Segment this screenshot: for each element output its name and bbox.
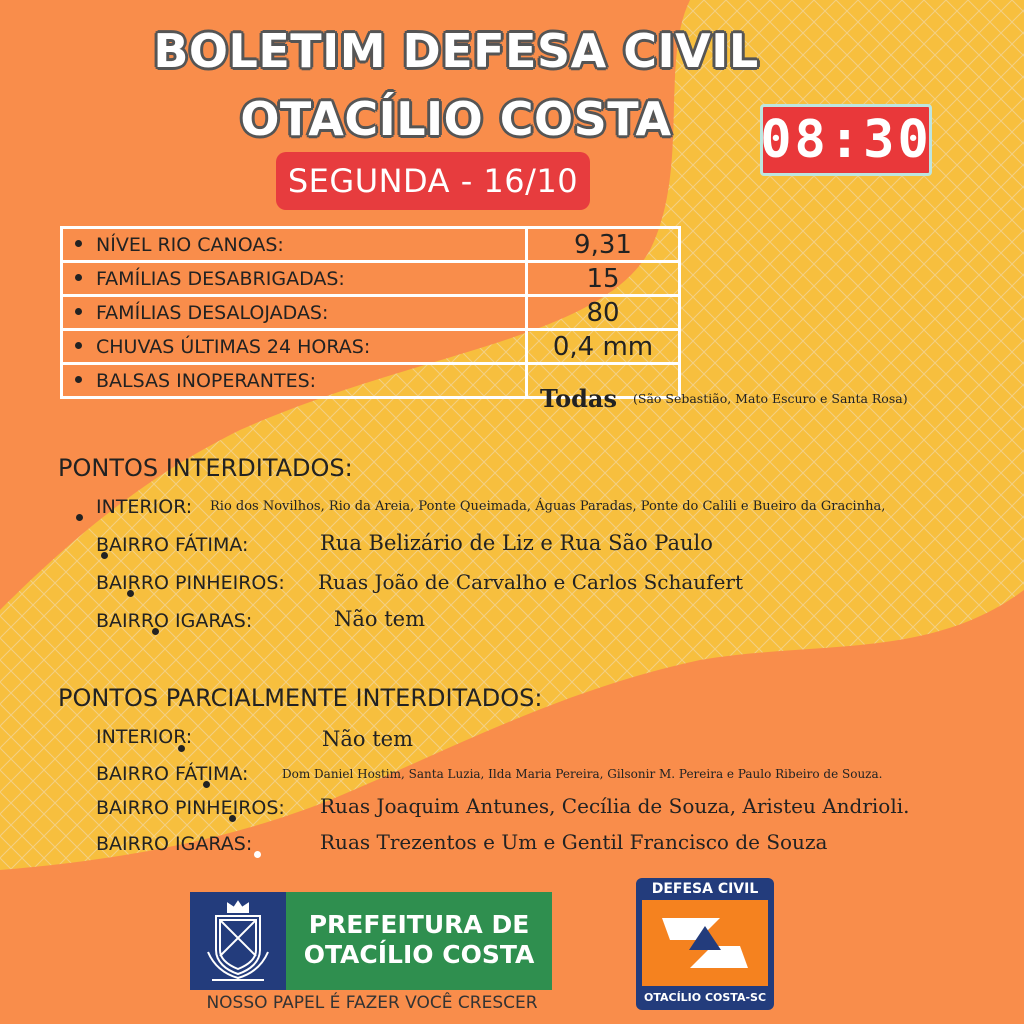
stat-label: FAMÍLIAS DESABRIGADAS: <box>96 267 345 290</box>
slogan: NOSSO PAPEL É FAZER VOCÊ CRESCER <box>206 993 538 1013</box>
prefeitura-logo <box>190 892 552 990</box>
title-line-2: OTACÍLIO COSTA <box>240 92 672 146</box>
item-value: Ruas Joaquim Antunes, Cecília de Souza, Aristeu Andrioli. <box>320 794 910 818</box>
item-value: Dom Daniel Hostim, Santa Luzia, Ilda Maria Pereira, Gilsonir M. Pereira e Paulo Ribeiro de Souza. <box>282 767 883 781</box>
defesa-bottom-text: OTACÍLIO COSTA-SC <box>643 991 767 1004</box>
stat-value: 15 <box>527 262 680 296</box>
table-row <box>62 228 680 262</box>
stat-label: BALSAS INOPERANTES: <box>96 369 317 392</box>
table-row <box>62 262 680 296</box>
time-badge <box>760 104 932 176</box>
title-line-1: BOLETIM DEFESA CIVIL <box>153 24 759 78</box>
stat-label: FAMÍLIAS DESALOJADAS: <box>96 301 329 324</box>
item-label: INTERIOR: <box>96 496 193 518</box>
item-value: Ruas João de Carvalho e Carlos Schaufert <box>318 570 744 594</box>
time-text: 08:30 <box>760 110 932 170</box>
stat-note-balsas: (São Sebastião, Mato Escuro e Santa Rosa) <box>633 391 908 406</box>
stat-label: CHUVAS ÚLTIMAS 24 HORAS: <box>96 335 371 358</box>
item-label: BAIRRO FÁTIMA: <box>96 763 249 785</box>
bullet-icon <box>75 376 82 383</box>
item-label: BAIRRO PINHEIROS: <box>96 797 285 819</box>
stats-table <box>60 226 681 399</box>
stat-value-balsas: Todas <box>540 384 617 413</box>
item-value: Não tem <box>334 607 425 631</box>
item-label: INTERIOR: <box>96 726 193 748</box>
bullet-icon <box>75 274 82 281</box>
section-title-interditados: PONTOS INTERDITADOS: <box>58 454 353 482</box>
item-value: Rua Belizário de Liz e Rua São Paulo <box>320 531 713 555</box>
prefeitura-line-2: OTACÍLIO COSTA <box>303 940 535 969</box>
section-title-parcialmente: PONTOS PARCIALMENTE INTERDITADOS: <box>58 684 543 712</box>
bullet-icon <box>75 342 82 349</box>
stat-label: NÍVEL RIO CANOAS: <box>96 233 284 256</box>
defesa-civil-logo <box>636 878 774 1010</box>
prefeitura-line-1: PREFEITURA DE <box>308 910 530 939</box>
stat-value: 9,31 <box>527 228 680 262</box>
item-label: BAIRRO FÁTIMA: <box>96 534 249 556</box>
stat-value: 80 <box>527 296 680 330</box>
bullet-icon <box>75 240 82 247</box>
table-row <box>62 296 680 330</box>
item-value: Ruas Trezentos e Um e Gentil Francisco de Souza <box>320 830 828 854</box>
date-badge: SEGUNDA - 16/10 <box>276 152 590 210</box>
table-row <box>62 330 680 364</box>
item-value: Não tem <box>322 727 413 751</box>
item-label: BAIRRO IGARAS: <box>96 610 253 632</box>
defesa-top-text: DEFESA CIVIL <box>651 881 759 897</box>
stat-value: 0,4 mm <box>527 330 680 364</box>
bullet-icon <box>75 308 82 315</box>
item-label: BAIRRO PINHEIROS: <box>96 572 285 594</box>
item-label: BAIRRO IGARAS: <box>96 833 253 855</box>
item-value: Rio dos Novilhos, Rio da Areia, Ponte Queimada, Águas Paradas, Ponte do Calili e Bueiro da Gracinha, <box>210 499 886 514</box>
